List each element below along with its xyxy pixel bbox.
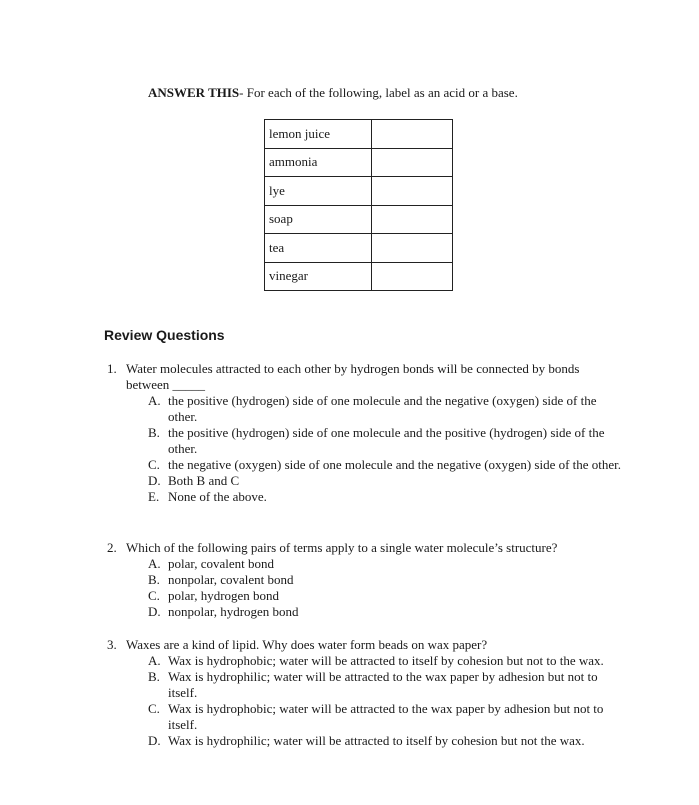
instruction-bold: ANSWER THIS (148, 85, 240, 100)
option-letter: B. (148, 669, 160, 684)
option-text: Wax is hydrophobic; water will be attracted to the wax paper by adhesion but not to itself. (168, 701, 604, 732)
option-letter: D. (148, 604, 161, 619)
option-text: polar, covalent bond (168, 556, 274, 571)
option-text: polar, hydrogen bond (168, 588, 280, 603)
option-b[interactable] (107, 572, 623, 588)
table-row (265, 148, 453, 177)
instruction-line (148, 85, 518, 101)
table-item-label: lye (265, 177, 372, 206)
option-c[interactable] (107, 588, 623, 604)
question-stem (107, 361, 606, 393)
option-a[interactable] (107, 556, 623, 572)
option-e[interactable] (107, 489, 623, 505)
option-letter: C. (148, 588, 160, 603)
instruction-text: - For each of the following, label as an acid or a base. (239, 85, 518, 100)
review-questions-heading: Review Questions (104, 327, 225, 343)
question-text: Which of the following pairs of terms apply to a single water molecule’s structure? (126, 540, 558, 555)
option-letter: D. (148, 473, 161, 488)
option-letter: E. (148, 489, 160, 504)
answer-cell[interactable] (372, 262, 453, 291)
table-row (265, 205, 453, 234)
option-text: Wax is hydrophobic; water will be attracted to itself by cohesion but not to the wax. (168, 653, 604, 668)
option-a[interactable] (107, 653, 623, 669)
option-letter: C. (148, 701, 160, 716)
option-c[interactable] (107, 457, 623, 473)
option-text: Both B and C (168, 473, 240, 488)
answer-cell[interactable] (372, 234, 453, 263)
table-row (265, 177, 453, 206)
answer-cell[interactable] (372, 205, 453, 234)
table-item-label: vinegar (265, 262, 372, 291)
option-letter: B. (148, 425, 160, 440)
option-letter: A. (148, 556, 161, 571)
option-text: nonpolar, hydrogen bond (168, 604, 299, 619)
question-text: Waxes are a kind of lipid. Why does water form beads on wax paper? (126, 637, 488, 652)
table-row (265, 262, 453, 291)
option-letter: A. (148, 393, 161, 408)
question-2 (107, 540, 626, 620)
option-text: the positive (hydrogen) side of one molecule and the positive (hydrogen) side of the other. (168, 425, 605, 456)
option-b[interactable] (107, 425, 623, 457)
question-stem (107, 540, 626, 556)
table-item-label: lemon juice (265, 120, 372, 149)
table-row (265, 234, 453, 263)
question-stem (107, 637, 626, 653)
question-number: 3. (107, 637, 117, 652)
question-number: 1. (107, 361, 117, 376)
option-text: nonpolar, covalent bond (168, 572, 294, 587)
option-letter: C. (148, 457, 160, 472)
option-text: Wax is hydrophilic; water will be attracted to the wax paper by adhesion but not to itself. (168, 669, 598, 700)
option-letter: B. (148, 572, 160, 587)
option-d[interactable] (107, 733, 623, 749)
option-text: Wax is hydrophilic; water will be attracted to itself by cohesion but not the wax. (168, 733, 585, 748)
option-letter: A. (148, 653, 161, 668)
option-text: None of the above. (168, 489, 267, 504)
table-row (265, 120, 453, 149)
option-d[interactable] (107, 604, 623, 620)
table-item-label: tea (265, 234, 372, 263)
option-letter: D. (148, 733, 161, 748)
answer-cell[interactable] (372, 148, 453, 177)
option-a[interactable] (107, 393, 623, 425)
answer-cell[interactable] (372, 177, 453, 206)
question-1 (107, 361, 623, 505)
option-c[interactable] (107, 701, 623, 733)
question-text: Water molecules attracted to each other by hydrogen bonds will be connected by bonds between _____ (126, 361, 580, 392)
option-b[interactable] (107, 669, 623, 701)
table-item-label: ammonia (265, 148, 372, 177)
option-text: the negative (oxygen) side of one molecule and the negative (oxygen) side of the other. (168, 457, 622, 472)
acid-base-table (264, 119, 453, 291)
question-3 (107, 637, 626, 749)
option-text: the positive (hydrogen) side of one molecule and the negative (oxygen) side of the other. (168, 393, 597, 424)
question-number: 2. (107, 540, 117, 555)
answer-cell[interactable] (372, 120, 453, 149)
table-item-label: soap (265, 205, 372, 234)
option-d[interactable] (107, 473, 623, 489)
